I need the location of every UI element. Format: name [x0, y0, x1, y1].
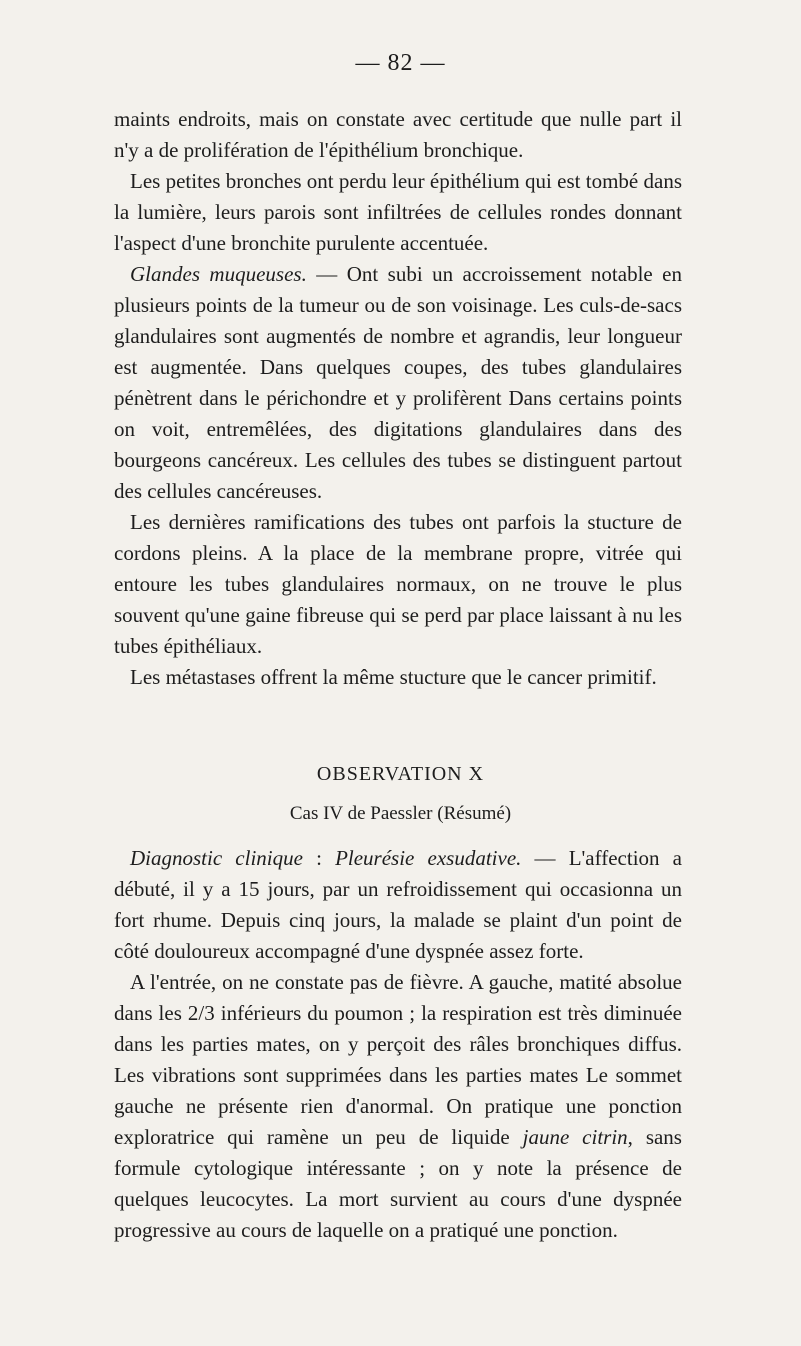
- paragraph-text: — L'affection a débuté, il y a 15 jours, par un refroidissement qui occasionna un fort rhume. Depuis cinq jours, la malade se plaint d'un point de côté douloureux accompagné d'une dyspnée assez forte.: [114, 846, 682, 963]
- paragraph-text: :: [302, 846, 336, 870]
- diagnosis: Pleurésie exsudative.: [335, 846, 522, 870]
- paragraph-text: A l'entrée, on ne constate pas de fièvre. A gauche, matité absolue dans les 2/3 inférieurs du poumon ; la respiration est très diminuée dans les parties mates, on y perçoit des râles bronchiques diffus. Les vibrations sont supprimées dans les parties mates Le sommet gauche ne présente rien d'anormal. On pratique une ponction exploratrice qui ramène un peu de liquide: [114, 970, 682, 1149]
- paragraph: [114, 259, 682, 507]
- paragraph-text: — Ont subi un accroissement notable en plusieurs points de la tumeur ou de son voisinage. Les culs-de-sacs glandulaires sont augmentés de nombre et agrandis, leur longueur est augmentée. Dans quelques coupes, des tubes glandulaires pénètrent dans le périchondre et y prolifèrent Dans certains points on voit, entremêlées, des digitations glandulaires dans des bourgeons cancéreux. Les cellules des tubes se distinguent partout des cellules cancéreuses.: [114, 262, 682, 503]
- body-text-top: [114, 104, 682, 693]
- body-text-diagnostic: [114, 843, 682, 1246]
- paragraph: [114, 662, 682, 693]
- diagnostic-label: Diagnostic clinique: [130, 846, 303, 870]
- paragraph-text: maints endroits, mais on constate avec certitude que nulle part il n'y a de prolifération de l'épithélium bronchique.: [114, 107, 682, 162]
- paragraph-text: Les dernières ramifications des tubes ont parfois la stucture de cordons pleins. A la place de la membrane propre, vitrée qui entoure les tubes glandulaires normaux, on ne trouve le plus souvent qu'une gaine fibreuse qui se perd par place laissant à nu les tubes épithéliaux.: [114, 510, 682, 658]
- observation-subtitle: Cas IV de Paessler (Résumé): [289, 803, 512, 824]
- paragraph-text: , sans formule cytologique intéressante ; on y note la présence de quelques leucocytes. La mort survient au cours d'une dyspnée progressive au cours de laquelle on a pratiqué une ponction.: [114, 1125, 682, 1242]
- paragraph: [114, 507, 682, 662]
- paragraph: [114, 104, 682, 166]
- paragraph-text: Les petites bronches ont perdu leur épithélium qui est tombé dans la lumière, leurs parois sont infiltrées de cellules rondes donnant l'aspect d'une bronchite purulente accentuée.: [114, 169, 682, 255]
- observation-title: OBSERVATION X: [316, 763, 485, 785]
- section-heading: Glandes muqueuses.: [130, 262, 307, 286]
- paragraph-text: Les métastases offrent la même stucture que le cancer primitif.: [130, 665, 657, 689]
- emphasis: jaune citrin: [522, 1125, 628, 1149]
- paragraph: [114, 967, 682, 1246]
- paragraph: [114, 843, 682, 967]
- paragraph: [114, 166, 682, 259]
- page-number: — 82 —: [355, 50, 446, 76]
